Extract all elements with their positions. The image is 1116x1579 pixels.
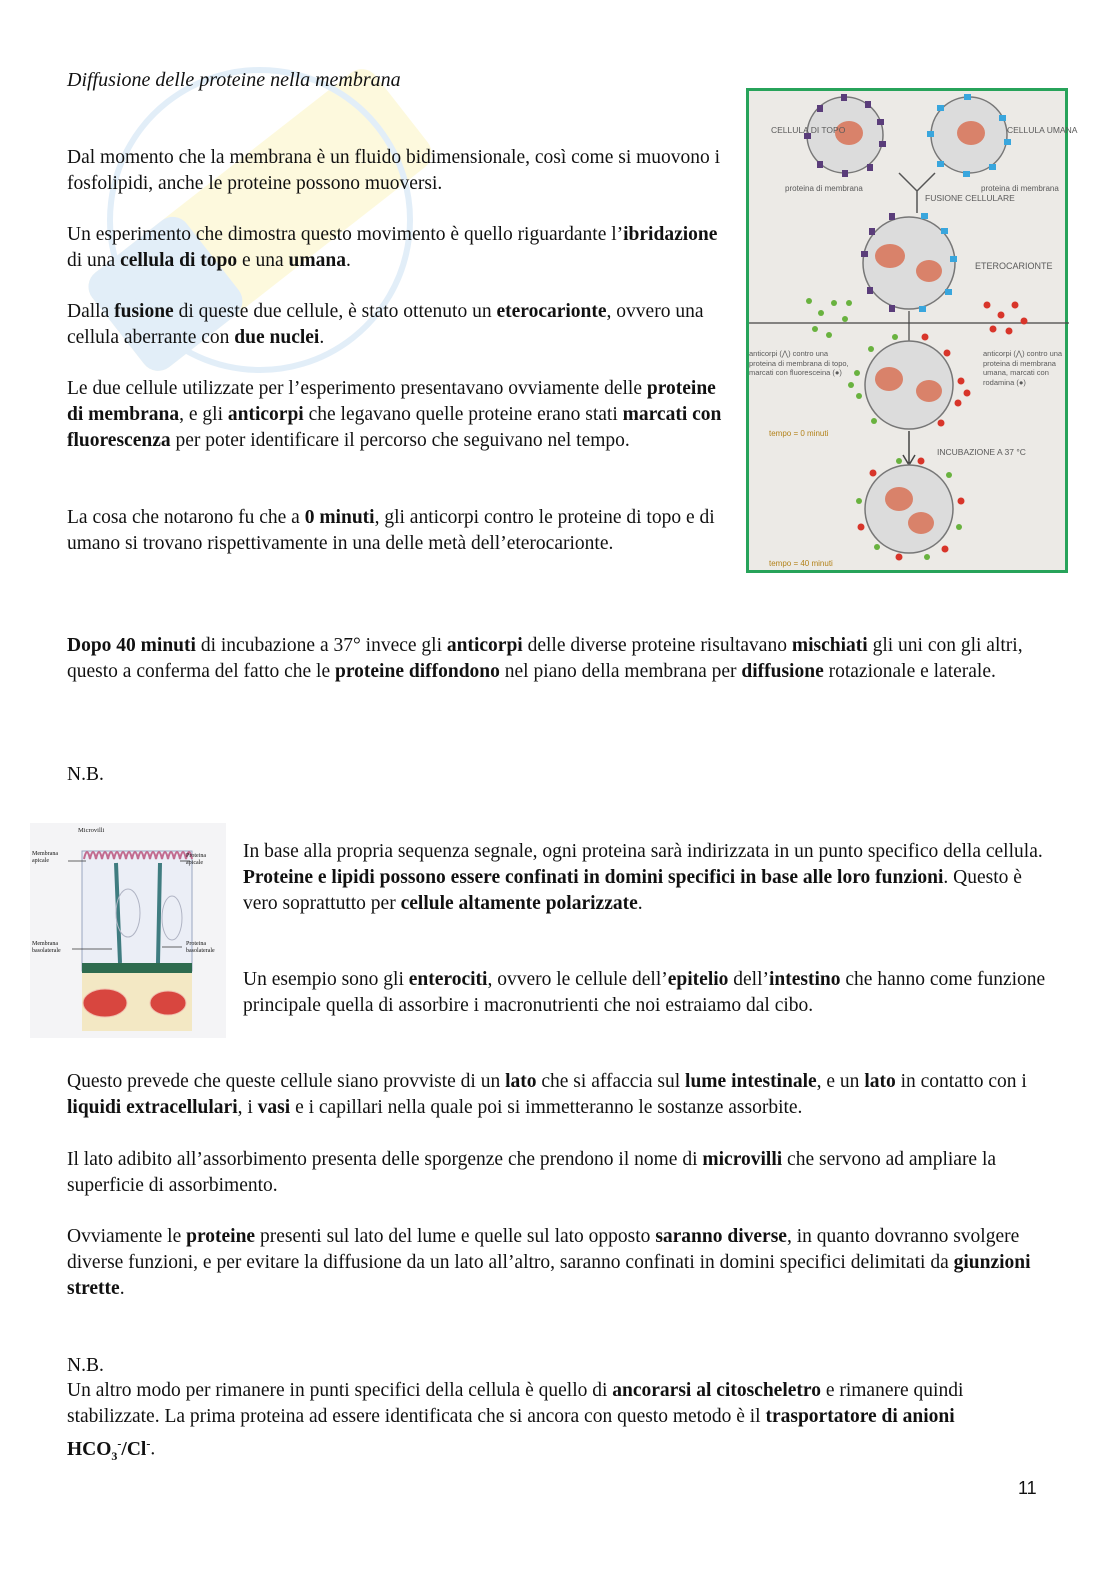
paragraph-fluid-membrane: Dal momento che la membrana è un fluido bidimensionale, così come si muovono i fosfolipidi, anche le proteine possono muoversi.: [67, 147, 721, 194]
nota-bene-1: N.B.: [67, 764, 104, 785]
paragraph-fusion: Dalla fusione di queste due cellule, è stato ottenuto un eterocarionte, ovvero una cellula aberrante con due nuclei.: [67, 301, 704, 348]
red-antibodies: [984, 302, 1028, 335]
label-basolateral-membrane: Membrana basolaterale: [32, 941, 61, 954]
paragraph-lumen-side: Questo prevede che queste cellule siano provviste di un lato che si affaccia sul lume intestinale, e un lato in contatto con i liquidi extracellulari, i vasi e i capillari nella quale poi si immetteranno le sostanze assorbite.: [67, 1071, 1027, 1118]
paragraph-tight-junctions: Ovviamente le proteine presenti sul lato del lume e quelle sul lato opposto saranno diverse, in quanto dovranno svolgere diverse funzioni, e per evitare la diffusione da un lato all’altro, saranno confinati in domini specifici delimitati da giunzioni strette.: [67, 1226, 1031, 1299]
label-antibody-right: anticorpi (⋀) contro una proteina di membrana umana, marcati con rodamina (●): [983, 349, 1063, 387]
paragraph-signal-sequence: In base alla propria sequenza segnale, ogni proteina sarà indirizzata in un punto specifico della cellula. Proteine e lipidi possono essere confinati in domini specifici in base alle loro funzioni. Questo è vero soprattutto per cellule altamente polarizzate.: [243, 841, 1043, 914]
page-title: Diffusione delle proteine nella membrana: [67, 69, 401, 91]
label-apical-protein: Proteina apicale: [186, 853, 206, 866]
nota-bene-2: N.B.: [67, 1355, 104, 1376]
label-fusion: FUSIONE CELLULARE: [925, 193, 1015, 203]
label-antibody-left-wrap: [749, 349, 849, 413]
label-apical-membrane: Membrana apicale: [32, 851, 58, 864]
heterokaryon-cell: [861, 213, 957, 312]
paragraph-cytoskeleton: Un altro modo per rimanere in punti specifici della cellula è quello di ancorarsi al citoscheletro e rimanere quindi stabilizzate. La prima proteina ad essere identificata che si ancora con questo metodo è il trasportatore di anioni $HCO_3^-/Cl^-$.: [67, 1380, 964, 1463]
label-incubation: INCUBAZIONE A 37 °C: [937, 447, 1026, 457]
time0-cell: [848, 334, 971, 430]
heterokaryon-figure: [746, 88, 1078, 573]
heterokaryon-diagram: [749, 91, 1078, 570]
paragraph-enterocytes: Un esempio sono gli enterociti, ovvero le cellule dell’epitelio dell’intestino che hanno come funzione principale quella di assorbire i macronutrienti che noi estraiamo dal cibo.: [243, 969, 1046, 1016]
label-antibody-right-wrap: [983, 349, 1065, 413]
label-heterokaryon: ETEROCARIONTE: [975, 261, 1053, 271]
label-microvilli: Microvilli: [78, 827, 105, 834]
page-number: 11: [1018, 1478, 1037, 1498]
paragraph-forty-minutes: Dopo 40 minuti di incubazione a 37° invece gli anticorpi delle diverse proteine risultavano mischiati gli uni con gli altri, questo a conferma del fatto che le proteine diffondono nel piano della membrana per diffusione rotazionale e laterale.: [67, 635, 1023, 682]
paragraph-zero-minutes: La cosa che notarono fu che a 0 minuti, gli anticorpi contro le proteine di topo e di umano si trovano rispettivamente in una delle metà dell’eterocarionte.: [67, 507, 715, 554]
label-basolateral-protein: Proteina basolaterale: [186, 941, 215, 954]
mouse-cell: [804, 94, 886, 177]
paragraph-microvilli: Il lato adibito all’assorbimento presenta delle sporgenze che prendono il nome di microvilli che servono ad ampliare la superficie di assorbimento.: [67, 1149, 997, 1196]
label-membrane-protein-left: proteina di membrana: [785, 184, 863, 193]
time40-cell: [856, 458, 965, 561]
label-membrane-protein-right: proteina di membrana: [981, 184, 1059, 193]
label-human-cell: CELLULA UMANA: [1007, 125, 1078, 135]
label-time0: tempo = 0 minuti: [769, 429, 829, 438]
enterocyte-figure: [30, 823, 226, 1038]
label-time40: tempo = 40 minuti: [769, 559, 833, 568]
human-cell: [927, 94, 1011, 177]
paragraph-antibodies: Le due cellule utilizzate per l’esperimento presentavano ovviamente delle proteine di membrana, e gli anticorpi che legavano quelle proteine erano stati marcati con fluorescenza per poter identificare il percorso che seguivano nel tempo.: [67, 378, 722, 451]
green-antibodies: [806, 298, 852, 338]
label-mouse-cell: CELLULA DI TOPO: [771, 125, 846, 135]
label-antibody-left: anticorpi (⋀) contro una proteina di membrana di topo, marcati con fluoresceina (●): [749, 349, 849, 377]
paragraph-hybridization: Un esperimento che dimostra questo movimento è quello riguardante l’ibridazione di una cellula di topo e una umana.: [67, 224, 718, 271]
